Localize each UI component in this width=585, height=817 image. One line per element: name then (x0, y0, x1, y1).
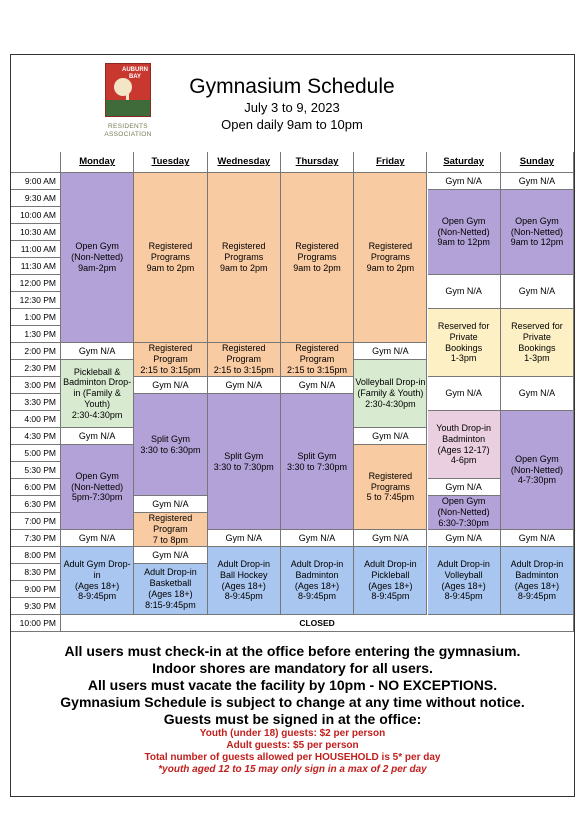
day-header-tuesday: Tuesday (134, 152, 207, 173)
schedule-event: Split Gym 3:30 to 7:30pm (281, 394, 354, 530)
schedule-event: Open Gym (Non-Netted) 5pm-7:30pm (61, 445, 134, 530)
gym-unavailable-block: Gym N/A (281, 377, 354, 394)
day-header-sunday: Sunday (501, 152, 574, 173)
gym-unavailable-block: Gym N/A (61, 343, 134, 360)
schedule-event: Volleyball Drop-in (Family & Youth) 2:30-4:30pm (354, 360, 427, 428)
schedule-event: Adult Drop-in Basketball (Ages 18+) 8:15-9:45pm (134, 564, 207, 615)
time-slot-label: 12:30 PM (11, 292, 61, 309)
date-range: July 3 to 9, 2023 (244, 100, 340, 115)
schedule-event: Open Gym (Non-Netted) 9am to 12pm (428, 190, 501, 275)
day-header-wednesday: Wednesday (208, 152, 281, 173)
time-slot-label: 5:00 PM (11, 445, 61, 462)
rule-indoor-shoes: Indoor shores are mandatory for all users. (152, 660, 433, 676)
gym-unavailable-block: Gym N/A (501, 377, 574, 411)
schedule-event: Open Gym (Non-Netted) 4-7:30pm (501, 411, 574, 530)
rules-section (11, 633, 574, 796)
schedule-event: Registered Programs 9am to 2pm (208, 173, 281, 343)
fee-household-limit: Total number of guests allowed per HOUSEHOLD is 5* per day (144, 752, 441, 763)
schedule-event: Open Gym (Non-Netted) 6:30-7:30pm (428, 496, 501, 530)
closed-row: CLOSED (61, 615, 574, 632)
fee-youth: Youth (under 18) guests: $2 per person (199, 728, 386, 739)
rule-check-in: All users must check-in at the office before entering the gymnasium. (64, 643, 521, 659)
gym-unavailable-block: Gym N/A (428, 275, 501, 309)
fee-adult: Adult guests: $5 per person (226, 740, 359, 751)
time-slot-label: 6:00 PM (11, 479, 61, 496)
gym-unavailable-block: Gym N/A (61, 428, 134, 445)
day-header-thursday: Thursday (281, 152, 354, 173)
time-slot-label: 1:30 PM (11, 326, 61, 343)
rule-vacate: All users must vacate the facility by 10pm - NO EXCEPTIONS. (87, 677, 498, 693)
schedule-event: Registered Programs 9am to 2pm (134, 173, 207, 343)
time-slot-label: 12:00 PM (11, 275, 61, 292)
schedule-event: Adult Drop-in Badminton (Ages 18+) 8-9:45pm (281, 547, 354, 615)
time-slot-label: 10:00 PM (11, 615, 61, 632)
time-slot-label: 8:00 PM (11, 547, 61, 564)
schedule-event: Registered Program 2:15 to 3:15pm (134, 343, 207, 377)
gym-unavailable-block: Gym N/A (134, 496, 207, 513)
time-slot-label: 7:00 PM (11, 513, 61, 530)
gym-unavailable-block: Gym N/A (354, 530, 427, 547)
gym-unavailable-block: Gym N/A (208, 530, 281, 547)
schedule-event: Adult Drop-in Volleyball (Ages 18+) 8-9:45pm (428, 547, 501, 615)
time-slot-label: 1:00 PM (11, 309, 61, 326)
time-slot-label: 11:30 AM (11, 258, 61, 275)
logo-emblem (105, 63, 151, 117)
gym-unavailable-block: Gym N/A (428, 479, 501, 496)
gym-unavailable-block: Gym N/A (134, 377, 207, 394)
time-slot-label: 6:30 PM (11, 496, 61, 513)
gym-unavailable-block: Gym N/A (501, 530, 574, 547)
gym-unavailable-block: Gym N/A (428, 173, 501, 190)
ground-icon (106, 100, 150, 116)
logo-text-bay: BAY (128, 74, 142, 80)
time-slot-label: 9:00 AM (11, 173, 61, 190)
schedule-event: Adult Drop-in Pickleball (Ages 18+) 8-9:45pm (354, 547, 427, 615)
time-slot-label: 9:00 PM (11, 581, 61, 598)
gym-unavailable-block: Gym N/A (501, 275, 574, 309)
gym-unavailable-block: Gym N/A (354, 343, 427, 360)
schedule-header (11, 55, 574, 152)
logo-text-residents: RESIDENTS (108, 123, 148, 130)
rule-schedule-change: Gymnasium Schedule is subject to change at any time without notice. (60, 694, 525, 710)
time-slot-label: 9:30 AM (11, 190, 61, 207)
schedule-event: Adult Drop-in Ball Hockey (Ages 18+) 8-9:45pm (208, 547, 281, 615)
schedule-event: Open Gym (Non-Netted) 9am-2pm (61, 173, 134, 343)
gym-unavailable-block: Gym N/A (208, 377, 281, 394)
time-slot-label: 4:00 PM (11, 411, 61, 428)
schedule-sheet (10, 54, 575, 797)
time-slot-label: 11:00 AM (11, 241, 61, 258)
page-title: Gymnasium Schedule (189, 75, 395, 98)
schedule-event: Adult Drop-in Badminton (Ages 18+) 8-9:45pm (501, 547, 574, 615)
time-slot-label: 9:30 PM (11, 598, 61, 615)
time-slot-label: 10:00 AM (11, 207, 61, 224)
schedule-event: Youth Drop-in Badminton (Ages 12-17) 4-6pm (428, 411, 501, 479)
schedule-event: Registered Programs 5 to 7:45pm (354, 445, 427, 530)
time-slot-label: 4:30 PM (11, 428, 61, 445)
logo-text-association: ASSOCIATION (104, 131, 152, 138)
day-header-friday: Friday (354, 152, 427, 173)
schedule-event: Registered Program 2:15 to 3:15pm (281, 343, 354, 377)
time-slot-label: 5:30 PM (11, 462, 61, 479)
time-slot-label: 3:30 PM (11, 394, 61, 411)
gym-unavailable-block: Gym N/A (61, 530, 134, 547)
day-header-monday: Monday (61, 152, 134, 173)
schedule-event: Registered Program 7 to 8pm (134, 513, 207, 547)
schedule-event: Adult Gym Drop- in (Ages 18+) 8-9:45pm (61, 547, 134, 615)
schedule-event: Pickleball & Badminton Drop- in (Family & Youth) 2:30-4:30pm (61, 360, 134, 428)
time-slot-label: 2:00 PM (11, 343, 61, 360)
schedule-event: Reserved for Private Bookings 1-3pm (501, 309, 574, 377)
schedule-event: Split Gym 3:30 to 7:30pm (208, 394, 281, 530)
day-header-saturday: Saturday (428, 152, 501, 173)
time-slot-label: 3:00 PM (11, 377, 61, 394)
gym-unavailable-block: Gym N/A (501, 173, 574, 190)
fee-youth-note: *youth aged 12 to 15 may only sign in a max of 2 per day (158, 764, 427, 775)
schedule-event: Registered Program 2:15 to 3:15pm (208, 343, 281, 377)
schedule-grid (11, 152, 574, 633)
gym-unavailable-block: Gym N/A (428, 377, 501, 411)
schedule-event: Reserved for Private Bookings 1-3pm (428, 309, 501, 377)
corner-cell (11, 152, 61, 173)
time-slot-label: 7:30 PM (11, 530, 61, 547)
residents-association-logo (99, 63, 157, 147)
opening-hours: Open daily 9am to 10pm (221, 117, 363, 132)
schedule-event: Split Gym 3:30 to 6:30pm (134, 394, 207, 496)
gym-unavailable-block: Gym N/A (281, 530, 354, 547)
time-slot-label: 8:30 PM (11, 564, 61, 581)
rule-guests-sign-in: Guests must be signed in at the office: (163, 711, 422, 727)
gym-unavailable-block: Gym N/A (134, 547, 207, 564)
gym-unavailable-block: Gym N/A (354, 428, 427, 445)
schedule-event: Open Gym (Non-Netted) 9am to 12pm (501, 190, 574, 275)
schedule-event: Registered Programs 9am to 2pm (281, 173, 354, 343)
schedule-event: Registered Programs 9am to 2pm (354, 173, 427, 343)
time-slot-label: 2:30 PM (11, 360, 61, 377)
gym-unavailable-block: Gym N/A (428, 530, 501, 547)
time-slot-label: 10:30 AM (11, 224, 61, 241)
logo-text-auburn: AUBURN (122, 67, 148, 73)
